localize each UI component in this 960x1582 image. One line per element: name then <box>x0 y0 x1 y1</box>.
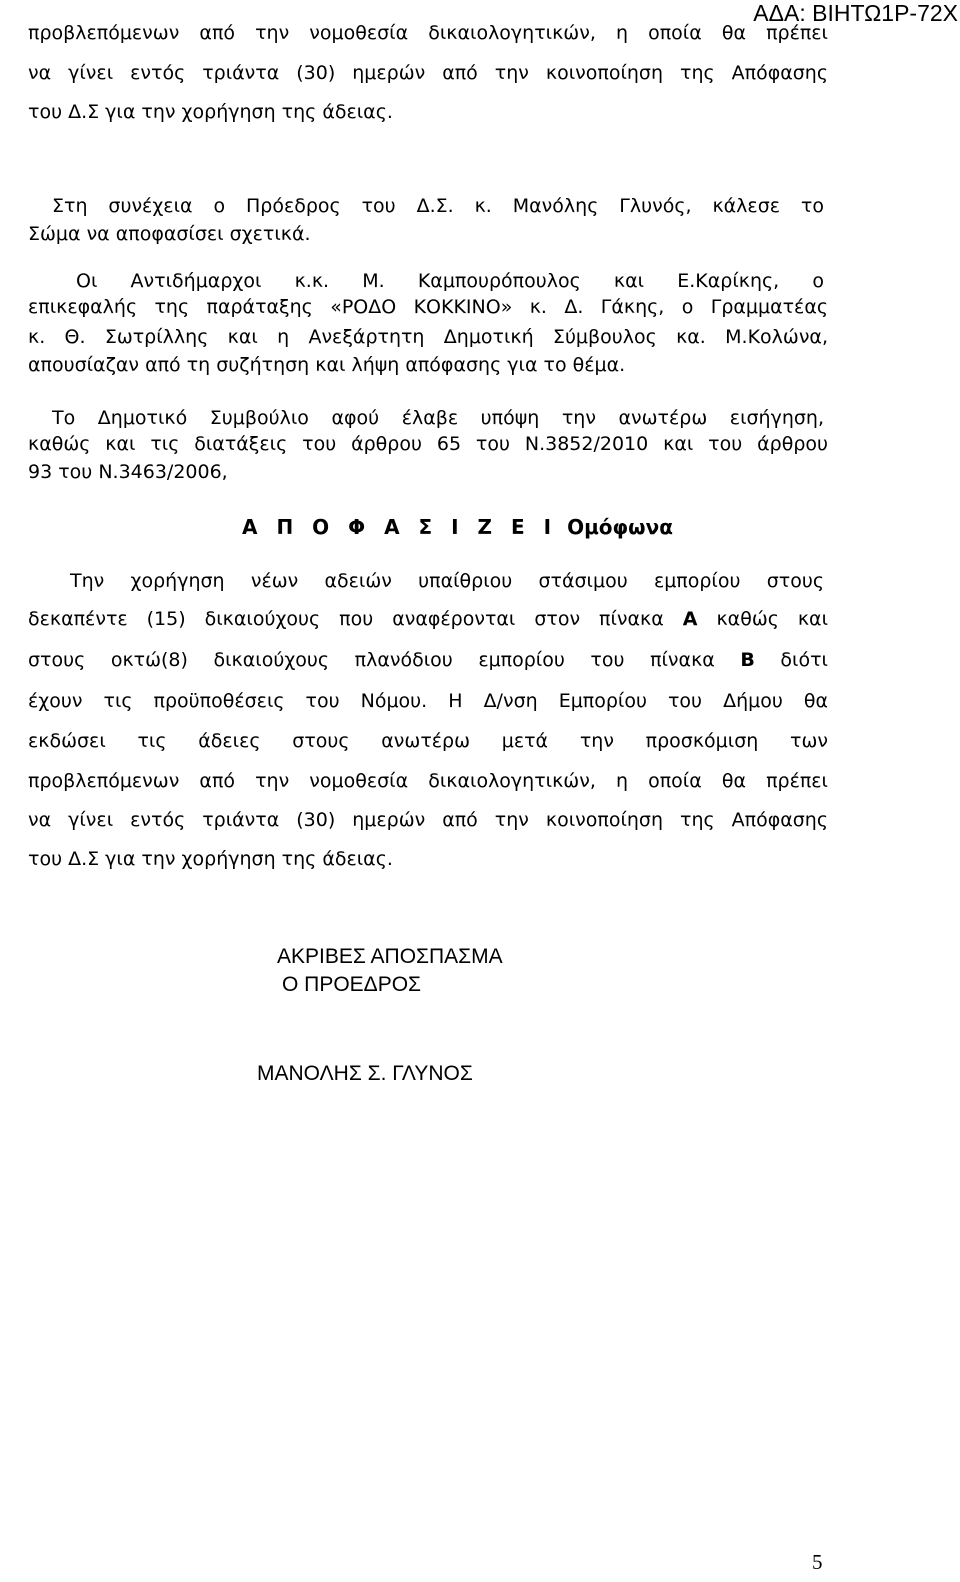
signature-name: ΜΑΝΟΛΗΣ Σ. ΓΛΥΝΟΣ <box>257 1062 473 1085</box>
signature-extract: ΑΚΡΙΒΕΣ ΑΠΟΣΠΑΣΜΑ <box>277 945 503 968</box>
table-b-ref: Β <box>740 649 755 671</box>
decision-paragraph-line-5: εκδώσει τις άδειες στους ανωτέρω μετά την προσκόμιση των <box>28 730 828 752</box>
council-paragraph-line-1: Το Δημοτικό Συμβούλιο αφού έλαβε υπόψη την ανωτέρω εισήγηση, <box>52 407 824 429</box>
absence-paragraph-line-4: απουσίαζαν από τη συζήτηση και λήψη απόφασης για το θέμα. <box>28 354 626 376</box>
decision-paragraph-line-2: δεκαπέντε (15) δικαιούχους που αναφέρονται στον πίνακα Α καθώς και <box>28 608 829 630</box>
decision-paragraph-line-3: στους οκτώ(8) δικαιούχους πλανόδιου εμπορίου του πίνακα Β διότι <box>28 649 828 671</box>
decision-paragraph-line-6: προβλεπόμενων από την νομοθεσία δικαιολογητικών, η οποία θα πρέπει <box>28 770 828 792</box>
table-a-ref: Α <box>682 608 698 630</box>
absence-paragraph-line-3: κ. Θ. Σωτρίλλης και η Ανεξάρτητη Δημοτική Σύμβουλος κα. Μ.Κολώνα, <box>28 326 828 348</box>
page-number: 5 <box>812 1550 823 1574</box>
decision-paragraph-line-1: Την χορήγηση νέων αδειών υπαίθριου στάσιμου εμπορίου στους <box>70 570 824 592</box>
absence-paragraph-line-1: Οι Αντιδήμαρχοι κ.κ. Μ. Καμπουρόπουλος και Ε.Καρίκης, ο <box>76 270 824 292</box>
decision-title <box>242 514 673 540</box>
decision-title-unanimous: Ομόφωνα <box>567 515 673 539</box>
council-paragraph-line-3: 93 του Ν.3463/2006, <box>28 461 228 483</box>
president-paragraph-line-2: Σώμα να αποφασίσει σχετικά. <box>28 223 311 245</box>
decision-paragraph-line-4: έχουν τις προϋποθέσεις του Νόμου. Η Δ/νση Εμπορίου του Δήμου θα <box>28 690 828 712</box>
absence-paragraph-line-2: επικεφαλής της παράταξης «ΡΟΔΟ ΚΟΚΚΙΝΟ» κ. Δ. Γάκης, ο Γραμματέας <box>28 296 828 318</box>
top-paragraph-line-2: να γίνει εντός τριάντα (30) ημερών από την κοινοποίηση της Απόφασης <box>28 62 828 84</box>
decision-paragraph-line-8: του Δ.Σ για την χορήγηση της άδειας. <box>28 848 393 870</box>
president-paragraph-line-1: Στη συνέχεια ο Πρόεδρος του Δ.Σ. κ. Μανόλης Γλυνός, κάλεσε το <box>52 195 824 217</box>
council-paragraph-line-2: καθώς και τις διατάξεις του άρθρου 65 του Ν.3852/2010 και του άρθρου <box>28 433 828 455</box>
top-paragraph-line-1: προβλεπόμενων από την νομοθεσία δικαιολογητικών, η οποία θα πρέπει <box>28 22 828 44</box>
ada-code: ΑΔΑ: ΒΙΗΤΩ1Ρ-72Χ <box>753 0 958 26</box>
decision-paragraph-line-7: να γίνει εντός τριάντα (30) ημερών από την κοινοποίηση της Απόφασης <box>28 809 828 831</box>
top-paragraph-line-3: του Δ.Σ για την χορήγηση της άδειας. <box>28 101 393 123</box>
decision-title-decides: Α Π Ο Φ Α Σ Ι Ζ Ε Ι <box>242 515 558 539</box>
signature-role: Ο ΠΡΟΕΔΡΟΣ <box>282 973 422 996</box>
